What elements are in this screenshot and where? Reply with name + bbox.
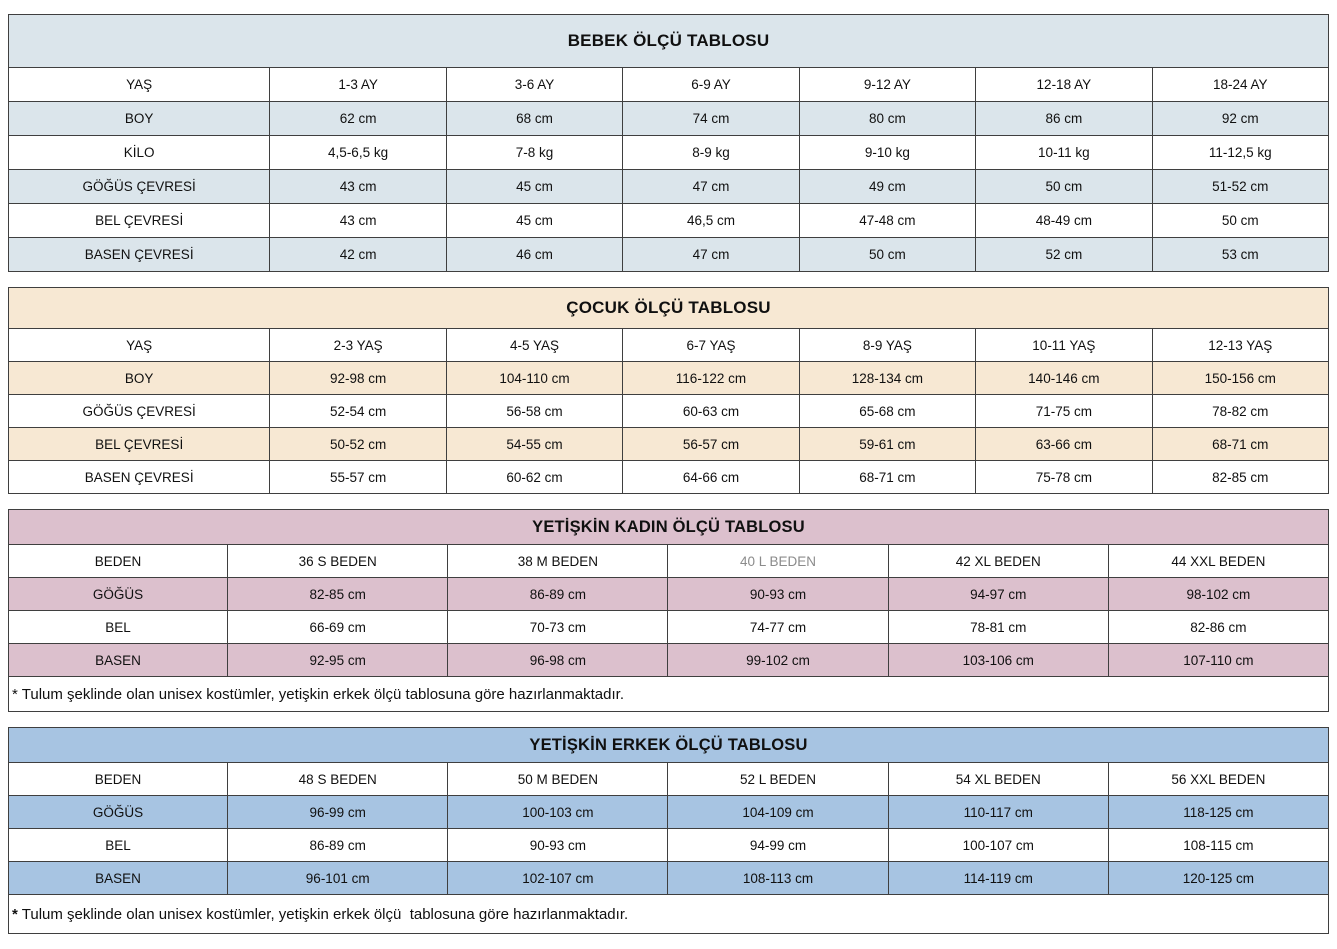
size-cell: 4-5 YAŞ <box>446 329 622 362</box>
size-cell: 18-24 AY <box>1152 68 1328 102</box>
size-cell: 6-7 YAŞ <box>623 329 799 362</box>
size-cell: 68-71 cm <box>799 461 975 494</box>
size-cell: 71-75 cm <box>976 395 1152 428</box>
row-label: BEL <box>9 829 228 862</box>
size-cell: 46,5 cm <box>623 204 799 238</box>
row-label: GÖĞÜS ÇEVRESİ <box>9 170 270 204</box>
size-cell: 42 cm <box>270 238 446 272</box>
size-cell: 78-82 cm <box>1152 395 1328 428</box>
size-cell: 60-62 cm <box>446 461 622 494</box>
size-cell: 75-78 cm <box>976 461 1152 494</box>
size-table <box>8 14 1329 272</box>
size-cell: 10-11 kg <box>976 136 1152 170</box>
size-cell: 82-85 cm <box>228 578 448 611</box>
table-title-row <box>9 510 1329 545</box>
size-cell: 104-110 cm <box>446 362 622 395</box>
size-cell: 53 cm <box>1152 238 1328 272</box>
row-label: GÖĞÜS <box>9 796 228 829</box>
size-cell: 50 M BEDEN <box>448 763 668 796</box>
table-row <box>9 578 1329 611</box>
size-cell: 110-117 cm <box>888 796 1108 829</box>
note-asterisk: * <box>12 905 18 923</box>
size-cell: 78-81 cm <box>888 611 1108 644</box>
size-cell: 43 cm <box>270 170 446 204</box>
table-note-row <box>9 895 1329 934</box>
size-cell: 80 cm <box>799 102 975 136</box>
size-cell: 92-98 cm <box>270 362 446 395</box>
size-cell: 108-115 cm <box>1108 829 1328 862</box>
row-label: BOY <box>9 362 270 395</box>
size-cell: 140-146 cm <box>976 362 1152 395</box>
size-cell: 116-122 cm <box>623 362 799 395</box>
table-note <box>9 677 1329 712</box>
size-cell: 114-119 cm <box>888 862 1108 895</box>
size-cell: 10-11 YAŞ <box>976 329 1152 362</box>
size-table-kadin <box>8 509 1329 712</box>
size-cell: 66-69 cm <box>228 611 448 644</box>
size-cell: 11-12,5 kg <box>1152 136 1328 170</box>
size-cell: 55-57 cm <box>270 461 446 494</box>
size-cell: 42 XL BEDEN <box>888 545 1108 578</box>
size-cell: 40 L BEDEN <box>668 545 888 578</box>
row-label: YAŞ <box>9 68 270 102</box>
size-cell: 94-99 cm <box>668 829 888 862</box>
size-cell: 56-58 cm <box>446 395 622 428</box>
table-row <box>9 644 1329 677</box>
size-cell: 51-52 cm <box>1152 170 1328 204</box>
size-cell: 64-66 cm <box>623 461 799 494</box>
size-cell: 86-89 cm <box>228 829 448 862</box>
table-row <box>9 395 1329 428</box>
size-cell: 36 S BEDEN <box>228 545 448 578</box>
size-cell: 52 cm <box>976 238 1152 272</box>
size-table <box>8 727 1329 934</box>
size-cell: 94-97 cm <box>888 578 1108 611</box>
size-cell: 103-106 cm <box>888 644 1108 677</box>
note-text: Tulum şeklinde olan unisex kostümler, yetişkin erkek ölçü tablosuna göre hazırlanmaktadır. <box>17 685 624 703</box>
size-cell: 90-93 cm <box>668 578 888 611</box>
size-cell: 82-85 cm <box>1152 461 1328 494</box>
row-label: BEL ÇEVRESİ <box>9 204 270 238</box>
row-label: BOY <box>9 102 270 136</box>
size-table-erkek <box>8 727 1329 934</box>
size-cell: 44 XXL BEDEN <box>1108 545 1328 578</box>
size-cell: 3-6 AY <box>446 68 622 102</box>
size-cell: 74 cm <box>623 102 799 136</box>
size-cell: 82-86 cm <box>1108 611 1328 644</box>
row-label: YAŞ <box>9 329 270 362</box>
size-cell: 128-134 cm <box>799 362 975 395</box>
table-row <box>9 362 1329 395</box>
size-table <box>8 509 1329 712</box>
size-cell: 52-54 cm <box>270 395 446 428</box>
size-cell: 49 cm <box>799 170 975 204</box>
table-row <box>9 329 1329 362</box>
size-cell: 8-9 kg <box>623 136 799 170</box>
table-row <box>9 428 1329 461</box>
size-cell: 12-13 YAŞ <box>1152 329 1328 362</box>
size-cell: 1-3 AY <box>270 68 446 102</box>
size-cell: 99-102 cm <box>668 644 888 677</box>
table-row <box>9 829 1329 862</box>
note-asterisk: * <box>12 685 18 703</box>
size-cell: 56-57 cm <box>623 428 799 461</box>
table-note <box>9 895 1329 934</box>
row-label: BASEN ÇEVRESİ <box>9 238 270 272</box>
table-title: ÇOCUK ÖLÇÜ TABLOSU <box>9 288 1329 329</box>
size-cell: 46 cm <box>446 238 622 272</box>
row-label: KİLO <box>9 136 270 170</box>
size-cell: 50 cm <box>976 170 1152 204</box>
size-cell: 7-8 kg <box>446 136 622 170</box>
table-title: BEBEK ÖLÇÜ TABLOSU <box>9 15 1329 68</box>
table-row <box>9 136 1329 170</box>
size-cell: 90-93 cm <box>448 829 668 862</box>
table-row <box>9 238 1329 272</box>
size-table-bebek <box>8 14 1329 272</box>
size-cell: 86 cm <box>976 102 1152 136</box>
size-cell: 98-102 cm <box>1108 578 1328 611</box>
size-cell: 100-107 cm <box>888 829 1108 862</box>
size-cell: 62 cm <box>270 102 446 136</box>
size-cell: 107-110 cm <box>1108 644 1328 677</box>
row-label: BASEN <box>9 862 228 895</box>
row-label: GÖĞÜS <box>9 578 228 611</box>
table-row <box>9 204 1329 238</box>
table-row <box>9 545 1329 578</box>
table-row <box>9 862 1329 895</box>
size-cell: 120-125 cm <box>1108 862 1328 895</box>
table-note-row <box>9 677 1329 712</box>
size-cell: 38 M BEDEN <box>448 545 668 578</box>
size-cell: 9-10 kg <box>799 136 975 170</box>
row-label: BASEN <box>9 644 228 677</box>
row-label: BEL ÇEVRESİ <box>9 428 270 461</box>
table-title-row <box>9 288 1329 329</box>
size-cell: 52 L BEDEN <box>668 763 888 796</box>
size-cell: 54-55 cm <box>446 428 622 461</box>
table-row <box>9 68 1329 102</box>
size-cell: 48-49 cm <box>976 204 1152 238</box>
table-title-row <box>9 15 1329 68</box>
size-cell: 50-52 cm <box>270 428 446 461</box>
size-cell: 12-18 AY <box>976 68 1152 102</box>
size-cell: 70-73 cm <box>448 611 668 644</box>
size-cell: 47 cm <box>623 170 799 204</box>
table-row <box>9 461 1329 494</box>
table-row <box>9 796 1329 829</box>
size-cell: 45 cm <box>446 204 622 238</box>
size-cell: 68-71 cm <box>1152 428 1328 461</box>
size-cell: 102-107 cm <box>448 862 668 895</box>
size-cell: 63-66 cm <box>976 428 1152 461</box>
row-label: BEL <box>9 611 228 644</box>
size-cell: 47 cm <box>623 238 799 272</box>
size-cell: 50 cm <box>799 238 975 272</box>
size-table-cocuk <box>8 287 1329 494</box>
size-cell: 150-156 cm <box>1152 362 1328 395</box>
size-cell: 45 cm <box>446 170 622 204</box>
size-cell: 100-103 cm <box>448 796 668 829</box>
table-row <box>9 611 1329 644</box>
size-cell: 4,5-6,5 kg <box>270 136 446 170</box>
size-cell: 92 cm <box>1152 102 1328 136</box>
size-cell: 92-95 cm <box>228 644 448 677</box>
row-label: BASEN ÇEVRESİ <box>9 461 270 494</box>
size-cell: 9-12 AY <box>799 68 975 102</box>
table-row <box>9 763 1329 796</box>
size-cell: 96-101 cm <box>228 862 448 895</box>
size-cell: 60-63 cm <box>623 395 799 428</box>
size-cell: 43 cm <box>270 204 446 238</box>
table-row <box>9 102 1329 136</box>
size-cell: 86-89 cm <box>448 578 668 611</box>
size-cell: 56 XXL BEDEN <box>1108 763 1328 796</box>
size-table <box>8 287 1329 494</box>
size-cell: 65-68 cm <box>799 395 975 428</box>
size-cell: 96-98 cm <box>448 644 668 677</box>
row-label: GÖĞÜS ÇEVRESİ <box>9 395 270 428</box>
note-text: Tulum şeklinde olan unisex kostümler, yetişkin erkek ölçü tablosuna göre hazırlanmaktadır. <box>17 905 629 923</box>
size-cell: 108-113 cm <box>668 862 888 895</box>
table-row <box>9 170 1329 204</box>
size-cell: 50 cm <box>1152 204 1328 238</box>
size-cell: 104-109 cm <box>668 796 888 829</box>
size-cell: 96-99 cm <box>228 796 448 829</box>
size-cell: 74-77 cm <box>668 611 888 644</box>
table-title: YETİŞKİN KADIN ÖLÇÜ TABLOSU <box>9 510 1329 545</box>
size-cell: 68 cm <box>446 102 622 136</box>
size-cell: 48 S BEDEN <box>228 763 448 796</box>
row-label: BEDEN <box>9 545 228 578</box>
size-cell: 54 XL BEDEN <box>888 763 1108 796</box>
size-cell: 8-9 YAŞ <box>799 329 975 362</box>
size-cell: 2-3 YAŞ <box>270 329 446 362</box>
row-label: BEDEN <box>9 763 228 796</box>
table-title-row <box>9 728 1329 763</box>
size-cell: 59-61 cm <box>799 428 975 461</box>
size-cell: 47-48 cm <box>799 204 975 238</box>
table-title: YETİŞKİN ERKEK ÖLÇÜ TABLOSU <box>9 728 1329 763</box>
size-cell: 6-9 AY <box>623 68 799 102</box>
size-cell: 118-125 cm <box>1108 796 1328 829</box>
